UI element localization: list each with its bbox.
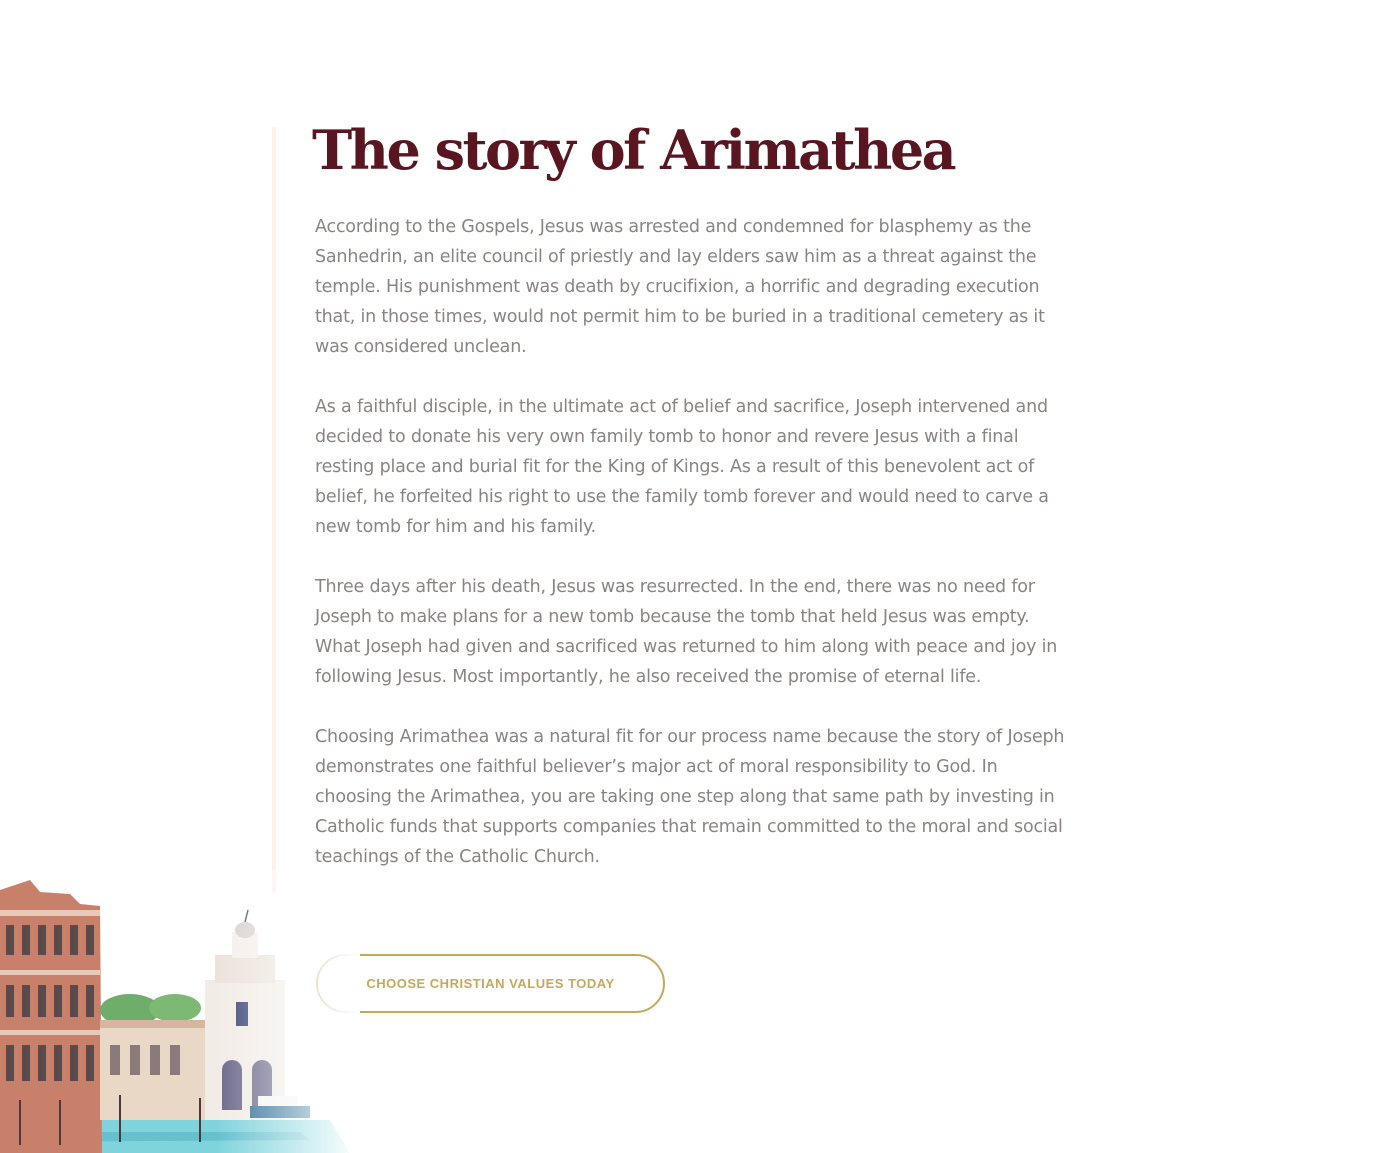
choose-christian-values-button[interactable]: CHOOSE CHRISTIAN VALUES TODAY: [316, 954, 665, 1013]
story-paragraph-1: According to the Gospels, Jesus was arrested and condemned for blasphemy as the Sanhedrin, an elite council of priestly and lay elders saw him as a threat against the temple. His punishment was death by crucifixion, a horrific and degrading execution that, in those times, would not permit him to be buried in a traditional cemetery as it was considered unclean.: [315, 217, 1045, 357]
venice-watercolor-illustration: [0, 870, 360, 1153]
story-paragraph-3: Three days after his death, Jesus was resurrected. In the end, there was no need for Joseph to make plans for a new tomb because the tomb that held Jesus was empty. What Joseph had given and sacrificed was returned to him along with peace and joy in following Jesus. Most importantly, he also received the promise of eternal life.: [315, 577, 1058, 687]
page-title: The story of Arimathea: [312, 118, 955, 182]
story-paragraph-2: As a faithful disciple, in the ultimate act of belief and sacrifice, Joseph intervened and decided to donate his very own family tomb to honor and revere Jesus with a final resting place and burial fit for the King of Kings. As a result of this benevolent act of belief, he forfeited his right to use the family tomb forever and would need to carve a new tomb for him and his family.: [315, 397, 1049, 537]
story-section: [312, 112, 1075, 902]
story-body: [315, 212, 1075, 872]
accent-divider-line: [272, 127, 276, 893]
story-paragraph-4: Choosing Arimathea was a natural fit for our process name because the story of Joseph demonstrates one faithful believer’s major act of moral responsibility to God. In choosing the Arimathea, you are taking one step along that same path by investing in Catholic funds that supports companies that remain committed to the moral and social teachings of the Catholic Church.: [315, 727, 1065, 867]
